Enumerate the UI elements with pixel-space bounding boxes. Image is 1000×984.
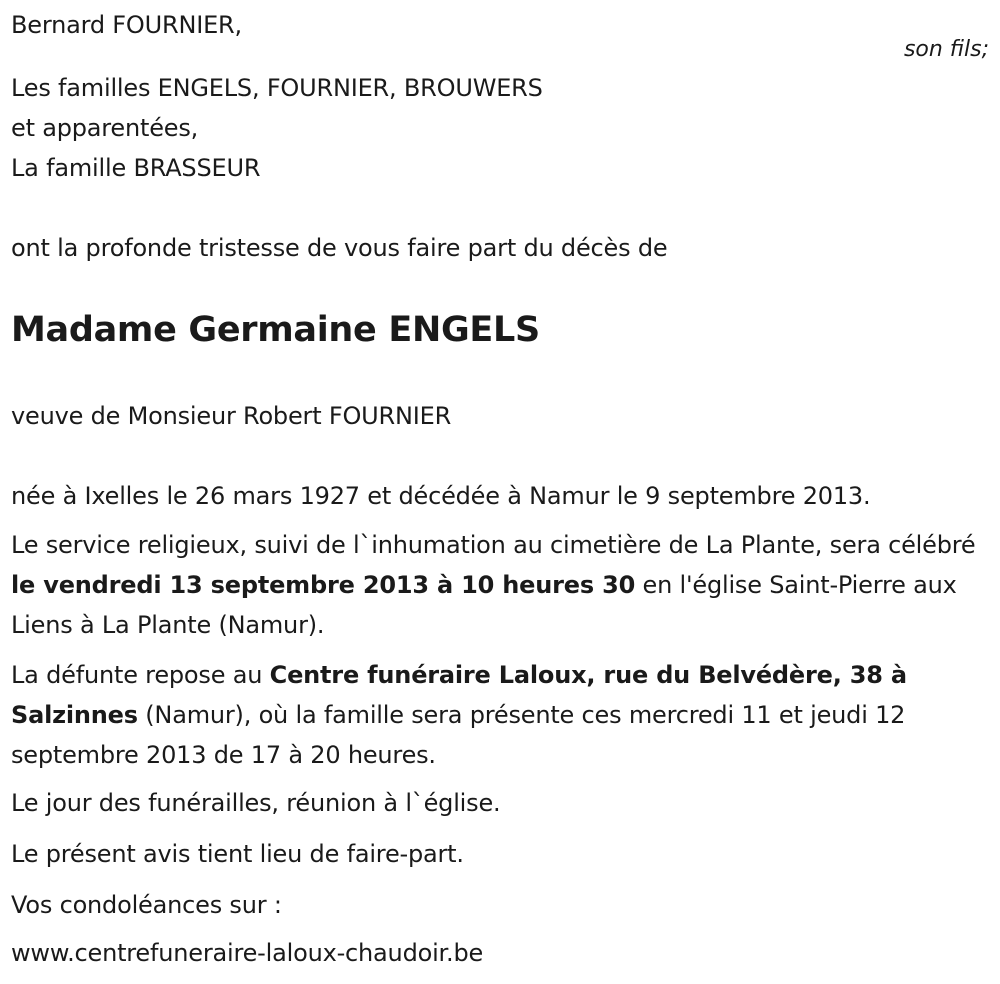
service-text-before: Le service religieux, suivi de l`inhumation au cimetière de La Plante, sera célébré	[11, 531, 976, 559]
widow-of: veuve de Monsieur Robert FOURNIER	[11, 402, 452, 430]
service-paragraph	[11, 525, 986, 645]
condolences-link[interactable]: www.centrefuneraire-laloux-chaudoir.be	[11, 939, 484, 967]
families-line-2: et apparentées,	[11, 114, 199, 142]
funeral-meeting: Le jour des funérailles, réunion à l`église.	[11, 789, 501, 817]
condolences-label: Vos condoléances sur :	[11, 891, 282, 919]
first-mourner: Bernard FOURNIER,	[11, 11, 242, 39]
repose-paragraph	[11, 655, 986, 775]
repose-location: Centre funéraire Laloux, rue du Belvédère, 38 à Salzinnes	[11, 661, 907, 729]
announcement-intro: ont la profonde tristesse de vous faire part du décès de	[11, 234, 668, 262]
deceased-name: Madame Germaine ENGELS	[11, 310, 540, 350]
service-text-after: en l'église Saint-Pierre aux Liens à La Plante (Namur).	[11, 571, 957, 639]
first-mourner-relation: son fils;	[903, 37, 989, 62]
obituary-notice	[11, 0, 996, 984]
service-date-time: le vendredi 13 septembre 2013 à 10 heures 30	[11, 571, 636, 599]
repose-text-after: (Namur), où la famille sera présente ces mercredi 11 et jeudi 12 septembre 2013 de 17 à 20 heures.	[11, 701, 906, 769]
birth-death-info: née à Ixelles le 26 mars 1927 et décédée à Namur le 9 septembre 2013.	[11, 482, 871, 510]
families-line-1: Les familles ENGELS, FOURNIER, BROUWERS	[11, 74, 543, 102]
notice-statement: Le présent avis tient lieu de faire-part.	[11, 840, 464, 868]
families-line-3: La famille BRASSEUR	[11, 154, 261, 182]
repose-text-before: La défunte repose au	[11, 661, 270, 689]
